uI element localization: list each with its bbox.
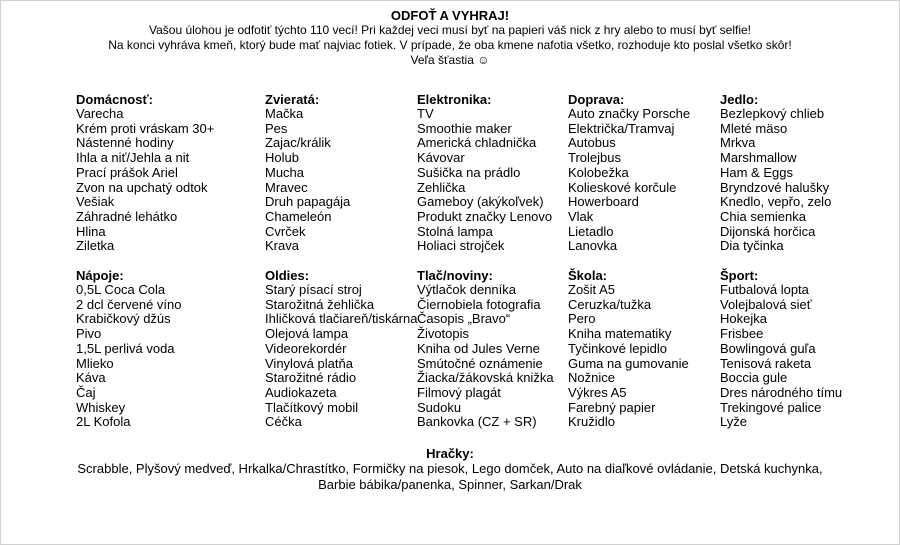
list-item: TV [417, 106, 434, 121]
category-heading: Oldies: [265, 268, 310, 283]
category-heading: Jedlo: [720, 92, 759, 107]
category-heading: Tlač/noviny: [417, 268, 493, 283]
list-item: Starožitné rádio [265, 370, 357, 386]
list-item: Videorekordér [265, 340, 347, 356]
category-heading: Škola: [568, 268, 608, 283]
list-item: Autobus [568, 135, 616, 151]
list-item: Tyčinkové lepidlo [568, 340, 667, 356]
list-item: Holiaci strojček [417, 238, 505, 254]
category-column [720, 268, 880, 430]
list-item: Zošit A5 [568, 282, 615, 297]
list-item: Mlieko [76, 355, 114, 371]
list-item: Dres národného tímu [720, 384, 843, 400]
category-heading: Doprava: [568, 92, 625, 107]
category-column [265, 92, 425, 254]
list-item: Lyže [720, 414, 747, 430]
category-column [568, 268, 728, 430]
list-item: Nožnice [568, 370, 615, 386]
list-item: Bowlingová guľa [720, 340, 816, 356]
list-item: Mleté mäso [720, 120, 788, 136]
list-item: Mucha [265, 164, 305, 180]
toys-section [0, 446, 900, 493]
list-item: Farebný papier [568, 399, 656, 415]
list-item: Produkt značky Lenovo [417, 208, 553, 224]
list-item: Howerboard [568, 194, 639, 210]
list-item: Cvrček [265, 223, 306, 239]
list-item: Krém proti vráskam 30+ [76, 120, 215, 136]
list-item: Trolejbus [568, 150, 621, 166]
list-item: Krabičkový džús [76, 311, 171, 327]
list-item: Guma na gumovanie [568, 355, 689, 371]
list-item: Volejbalová sieť [720, 296, 812, 312]
list-item: Druh papagája [265, 194, 351, 210]
list-item: Kolieskové korčule [568, 179, 677, 195]
list-item: Americká chladnička [417, 135, 537, 151]
list-item: Zajac/králik [265, 135, 331, 151]
list-item: Káva [76, 370, 106, 386]
list-item: Prací prášok Ariel [76, 164, 178, 180]
list-item: Knedlo, vepřo, zelo [720, 194, 832, 210]
list-item: Bezlepkový chlieb [720, 106, 825, 121]
list-item: Marshmallow [720, 150, 797, 166]
list-item: Pero [568, 311, 596, 327]
list-item: Trekingové palice [720, 399, 822, 415]
list-item: Výkres A5 [568, 384, 627, 400]
category-column [417, 268, 577, 430]
list-item: Ham & Eggs [720, 164, 793, 180]
list-item: Električka/Tramvaj [568, 120, 675, 136]
list-item: Sudoku [417, 399, 462, 415]
list-item: Krava [265, 238, 299, 254]
intro-line-2: Na konci vyhráva kmeň, ktorý bude mať najviac fotiek. V prípade, že oba kmene nafotia všetko, rozhoduje kto poslal všetko skôr! [108, 38, 792, 52]
list-item: Audiokazeta [265, 384, 337, 400]
list-item: Starý písací stroj [265, 282, 362, 297]
list-item: Varecha [76, 106, 124, 121]
list-item: Žiacka/žákovská knižka [417, 370, 554, 386]
list-item: Pivo [76, 326, 102, 342]
list-item: Starožitná žehlička [265, 296, 375, 312]
list-item: Ziletka [76, 238, 115, 254]
list-item: Bankovka (CZ + SR) [417, 414, 537, 430]
list-item: Hokejka [720, 311, 767, 327]
list-item: Mrkva [720, 135, 756, 151]
list-item: Lanovka [568, 238, 618, 254]
category-heading: Nápoje: [76, 268, 124, 283]
list-item: Ihla a niť/Jehla a nit [76, 150, 190, 166]
list-item: Lietadlo [568, 223, 614, 239]
list-item: Frisbee [720, 326, 764, 342]
toys-list: Scrabble, Plyšový medveď, Hrkalka/Chrastítko, Formičky na piesok, Lego domček, Auto na diaľkové ovládanie, Detská kuchynka, Barbie bábika/panenka, Spinner, Sarkan/Drak [77, 461, 823, 492]
list-item: Zehlička [417, 179, 466, 195]
list-item: Ihličková tlačiareň/tiskárna [265, 311, 418, 327]
list-item: Whiskey [76, 399, 126, 415]
list-item: Ceruzka/tužka [568, 296, 652, 312]
toys-category: Hračky: [426, 446, 474, 461]
category-column [265, 268, 425, 430]
list-item: Pes [265, 120, 288, 136]
list-item: Filmový plagát [417, 384, 501, 400]
list-item: Záhradné lehátko [76, 208, 178, 224]
list-item: Nástenné hodiny [76, 135, 174, 151]
list-item: Dijonská horčica [720, 223, 816, 239]
list-item: Futbalová lopta [720, 282, 809, 297]
category-column [568, 92, 728, 254]
category-heading: Zvieratá: [265, 92, 320, 107]
category-column [76, 268, 236, 430]
list-item: Čaj [76, 384, 96, 400]
list-item: Chia semienka [720, 208, 806, 224]
list-item: Smútočné oznámenie [417, 355, 543, 371]
list-item: Mravec [265, 179, 308, 195]
list-item: Kolobežka [568, 164, 629, 180]
category-column [720, 92, 880, 254]
list-item: Čiernobiela fotografia [417, 296, 541, 312]
list-item: Gameboy (akýkoľvek) [417, 194, 544, 210]
list-item: Smoothie maker [417, 120, 512, 136]
list-item: 2 dcl červené víno [76, 296, 182, 312]
list-item: Tlačítkový mobil [265, 399, 359, 415]
list-item: Kávovar [417, 150, 465, 166]
list-item: Olejová lampa [265, 326, 349, 342]
intro-line-1: Vašou úlohou je odfotiť týchto 110 vecí! Pri každej veci musí byť na papieri váš nick z hry alebo to musí byť selfie! [148, 23, 752, 37]
list-item: Bryndzové halušky [720, 179, 830, 195]
list-item: Tenisová raketa [720, 355, 812, 371]
category-column [417, 92, 577, 254]
list-item: Boccia gule [720, 370, 788, 386]
list-item: Céčka [265, 414, 302, 430]
list-item: Kniha matematiky [568, 326, 672, 342]
list-item: Stolná lampa [417, 223, 493, 239]
list-item: Výtlačok denníka [417, 282, 517, 297]
list-item: Vešiak [76, 194, 115, 210]
list-item: Časopis „Bravo“ [417, 311, 511, 327]
list-item: 1,5L perlivá voda [76, 340, 175, 356]
list-item: 0,5L Coca Cola [76, 282, 166, 297]
list-item: Vlak [568, 208, 594, 224]
category-heading: Šport: [720, 268, 759, 283]
list-item: Hlina [76, 223, 106, 239]
list-item: Vinylová platňa [265, 355, 353, 371]
document-header [0, 8, 900, 68]
document-title: ODFOŤ A VYHRAJ! [390, 8, 510, 23]
list-item: Kniha od Jules Verne [417, 340, 540, 356]
list-item: Kružidlo [568, 414, 615, 430]
list-item: 2L Kofola [76, 414, 131, 430]
category-column [76, 92, 236, 254]
list-item: Dia tyčinka [720, 238, 784, 254]
list-item: Mačka [265, 106, 304, 121]
list-item: Sušička na prádlo [417, 164, 521, 180]
list-item: Holub [265, 150, 299, 166]
list-item: Životopis [417, 326, 470, 342]
category-heading: Elektronika: [417, 92, 492, 107]
list-item: Auto značky Porsche [568, 106, 691, 121]
intro-line-3: Veľa šťastia ☺ [410, 53, 490, 67]
list-item: Zvon na upchatý odtok [76, 179, 208, 195]
category-heading: Domácnosť: [76, 92, 154, 107]
list-item: Chameleón [265, 208, 332, 224]
